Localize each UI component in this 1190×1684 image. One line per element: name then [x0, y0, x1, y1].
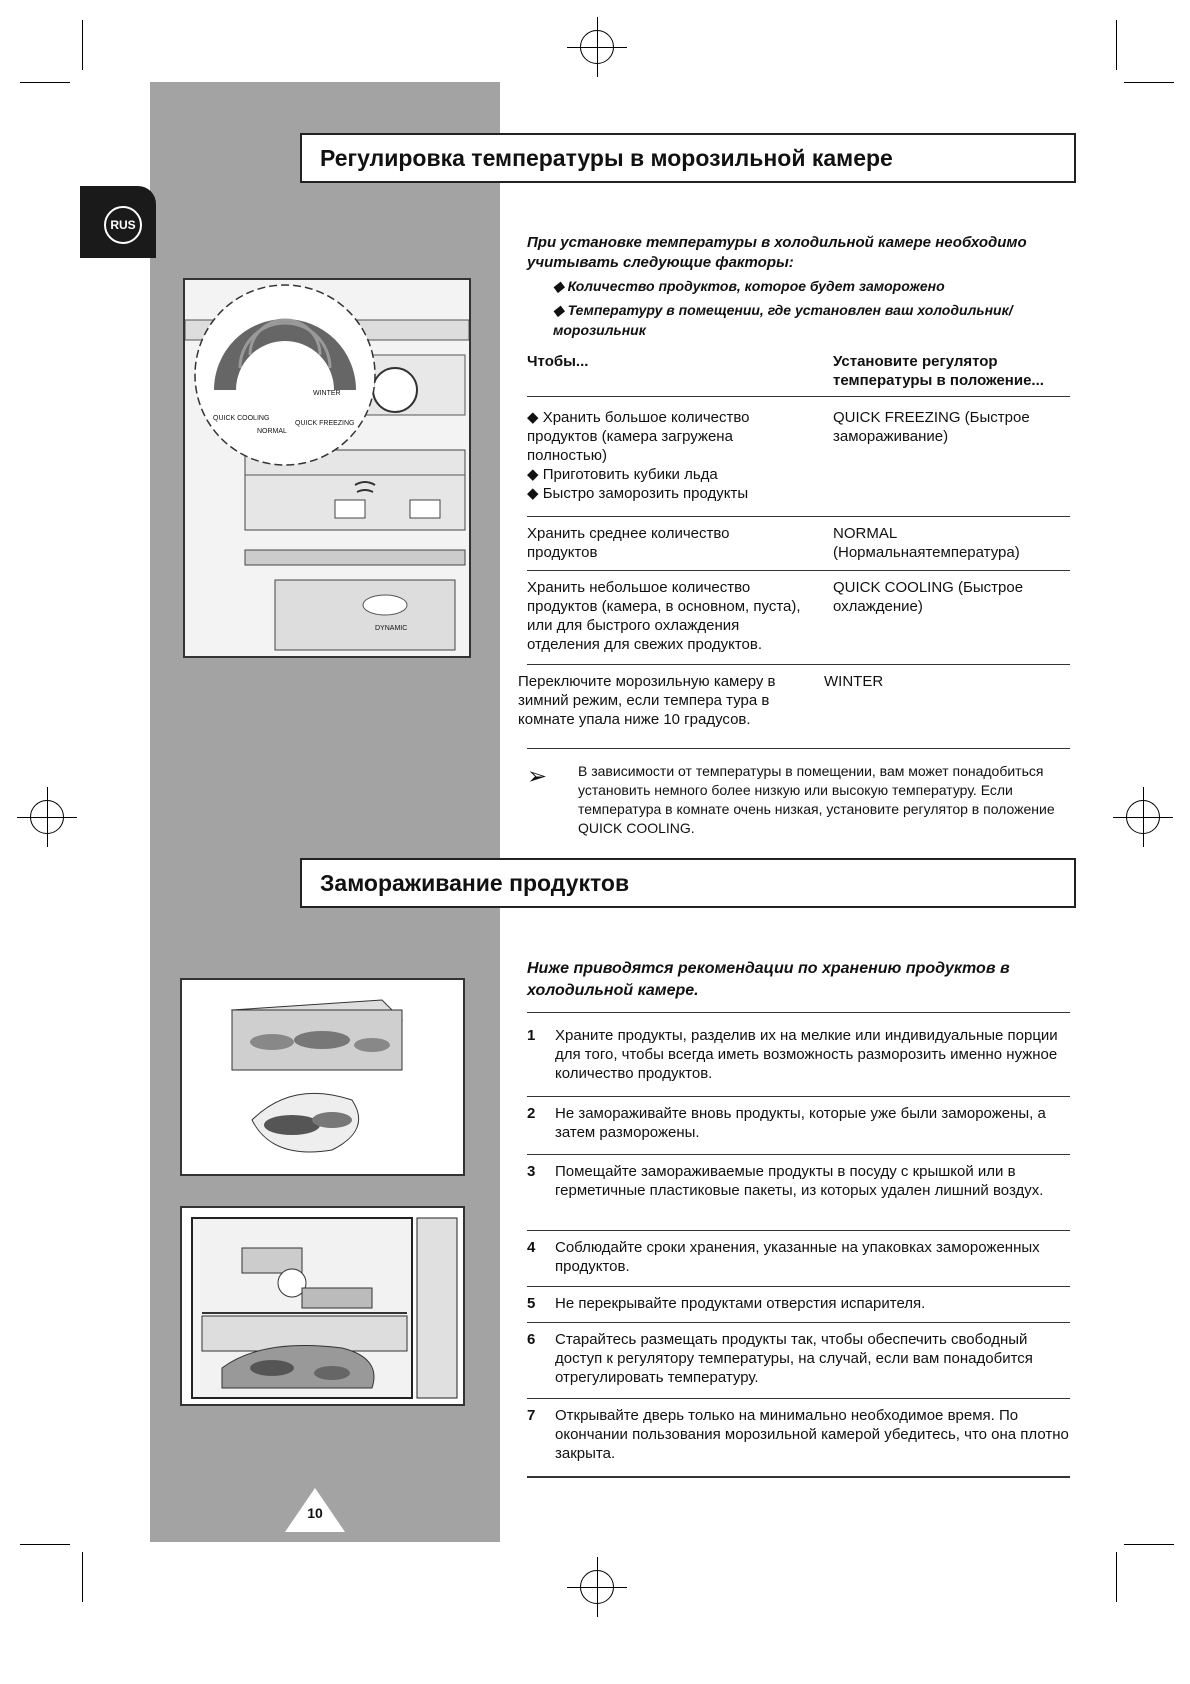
factor-text: Количество продуктов, которое будет заморожено — [567, 278, 945, 294]
freezer-compartment-drawing — [182, 1208, 463, 1404]
setting-value: NORMAL (Нормальнаятемпература) — [833, 525, 1020, 561]
section-divider — [527, 1154, 1070, 1155]
registration-mark-right — [1126, 800, 1160, 834]
list-item-number: 2 — [527, 1105, 536, 1122]
table-divider — [527, 396, 1070, 397]
drawer-label: DYNAMIC — [375, 625, 408, 632]
table-cell: Хранить небольшое количество продуктов (камера, в основном, пуста), или для быстрого охлаждения отделения для свежих продуктов. — [527, 579, 801, 653]
crop-mark — [20, 82, 70, 83]
crop-mark — [1116, 20, 1117, 70]
factor-item: ◆ Количество продуктов, которое будет заморожено — [553, 278, 945, 294]
dial-label: QUICK COOLING — [213, 415, 270, 422]
setting-value: WINTER — [824, 673, 884, 690]
section2-intro: Ниже приводятся рекомендации по хранению продуктов в холодильной камере. — [527, 960, 1010, 999]
section1-intro: При установке температуры в холодильной камере необходимо учитывать следующие факторы: — [527, 234, 1027, 271]
section-divider — [527, 1286, 1070, 1287]
list-item-number: 7 — [527, 1407, 536, 1424]
table-divider — [527, 516, 1070, 517]
factor-text: Температуру в помещении, где установлен ваш холодильник/морозильник — [553, 302, 1013, 338]
row-line: ◆ Хранить большое количество продуктов (камера загружена полностью) — [527, 409, 750, 464]
setting-value: QUICK FREEZING (Быстрое замораживание) — [833, 409, 1030, 445]
freezer-dial-illustration — [183, 278, 471, 658]
factor-item: ◆ Температуру в помещении, где установлен ваш холодильник/морозильник — [553, 302, 1013, 338]
table-cell — [527, 408, 802, 503]
table-header-col2: Установите регулятор температуры в положение... — [833, 353, 1044, 389]
list-item-text: Не замораживайте вновь продукты, которые уже были заморожены, а затем разморожены. — [555, 1105, 1046, 1141]
list-item-number: 5 — [527, 1295, 536, 1312]
table-cell: Переключите морозильную камеру в зимний режим, если темпера тура в комнате упала ниже 10 градусов. — [518, 673, 776, 728]
section-divider — [527, 1012, 1070, 1013]
list-item-text: Храните продукты, разделив их на мелкие или индивидуальные порции для того, чтобы всегда иметь возможность разморозить именно нужное количество продуктов. — [555, 1027, 1058, 1082]
registration-mark-left — [30, 800, 64, 834]
section-divider — [527, 1398, 1070, 1399]
list-item-number: 1 — [527, 1027, 536, 1044]
crop-mark — [1124, 82, 1174, 83]
row-line: ◆ Приготовить кубики льда — [527, 466, 718, 483]
list-item-number: 6 — [527, 1331, 536, 1348]
table-header-col1: Чтобы... — [527, 353, 589, 370]
list-item-text: Открывайте дверь только на минимально необходимое время. По окончании пользования морозильной камерой убедитесь, что она плотно закрыта. — [555, 1407, 1069, 1462]
section-divider — [527, 1322, 1070, 1323]
language-tab-label: RUS — [104, 206, 142, 244]
list-item-number: 3 — [527, 1163, 536, 1180]
freezer-dial-drawing — [185, 280, 469, 656]
freezer-compartment-illustration — [180, 1206, 465, 1406]
list-item-text: Помещайте замораживаемые продукты в посуду с крышкой или в герметичные пластиковые пакеты, из которых удален лишний воздух. — [555, 1163, 1044, 1199]
row-line: ◆ Быстро заморозить продукты — [527, 485, 749, 502]
crop-mark — [82, 20, 83, 70]
dial-label: WINTER — [313, 390, 341, 397]
section-divider — [527, 1096, 1070, 1097]
list-item-text: Старайтесь размещать продукты так, чтобы обеспечить свободный доступ к регулятору температуры, на случай, если вам понадобится отрегулировать температуру. — [555, 1331, 1033, 1386]
setting-value: QUICK COOLING (Быстрое охлаждение) — [833, 579, 1024, 615]
list-item-text: Соблюдайте сроки хранения, указанные на упаковках замороженных продуктов. — [555, 1239, 1040, 1275]
list-item-number: 4 — [527, 1239, 536, 1256]
table-divider — [527, 748, 1070, 749]
section-divider — [527, 1476, 1070, 1478]
crop-mark — [20, 1544, 70, 1545]
frozen-food-illustration — [180, 978, 465, 1176]
crop-mark — [1116, 1552, 1117, 1602]
crop-mark — [1124, 1544, 1174, 1545]
table-divider — [527, 570, 1070, 571]
dial-label: QUICK FREEZING — [295, 420, 355, 427]
page-number: 10 — [307, 1505, 323, 1521]
frozen-food-drawing — [182, 980, 463, 1174]
temperature-note: В зависимости от температуры в помещении, вам может понадобиться установить немного более низкую или высокую температуру. Если температура в комнате очень низкая, установите регулятор в положение QUICK COOLING. — [578, 763, 1055, 836]
registration-mark-top — [580, 30, 614, 64]
table-cell: Хранить среднее количество продуктов — [527, 525, 730, 561]
arrow-note-icon: ➢ — [527, 763, 548, 790]
section-title-freezing: Замораживание продуктов — [300, 858, 1076, 908]
table-divider — [527, 664, 1070, 665]
section-divider — [527, 1230, 1070, 1231]
dial-label: NORMAL — [257, 428, 287, 435]
crop-mark — [82, 1552, 83, 1602]
section-title-temperature: Регулировка температуры в морозильной камере — [300, 133, 1076, 183]
list-item-text: Не перекрывайте продуктами отверстия испарителя. — [555, 1295, 926, 1312]
registration-mark-bottom — [580, 1570, 614, 1604]
